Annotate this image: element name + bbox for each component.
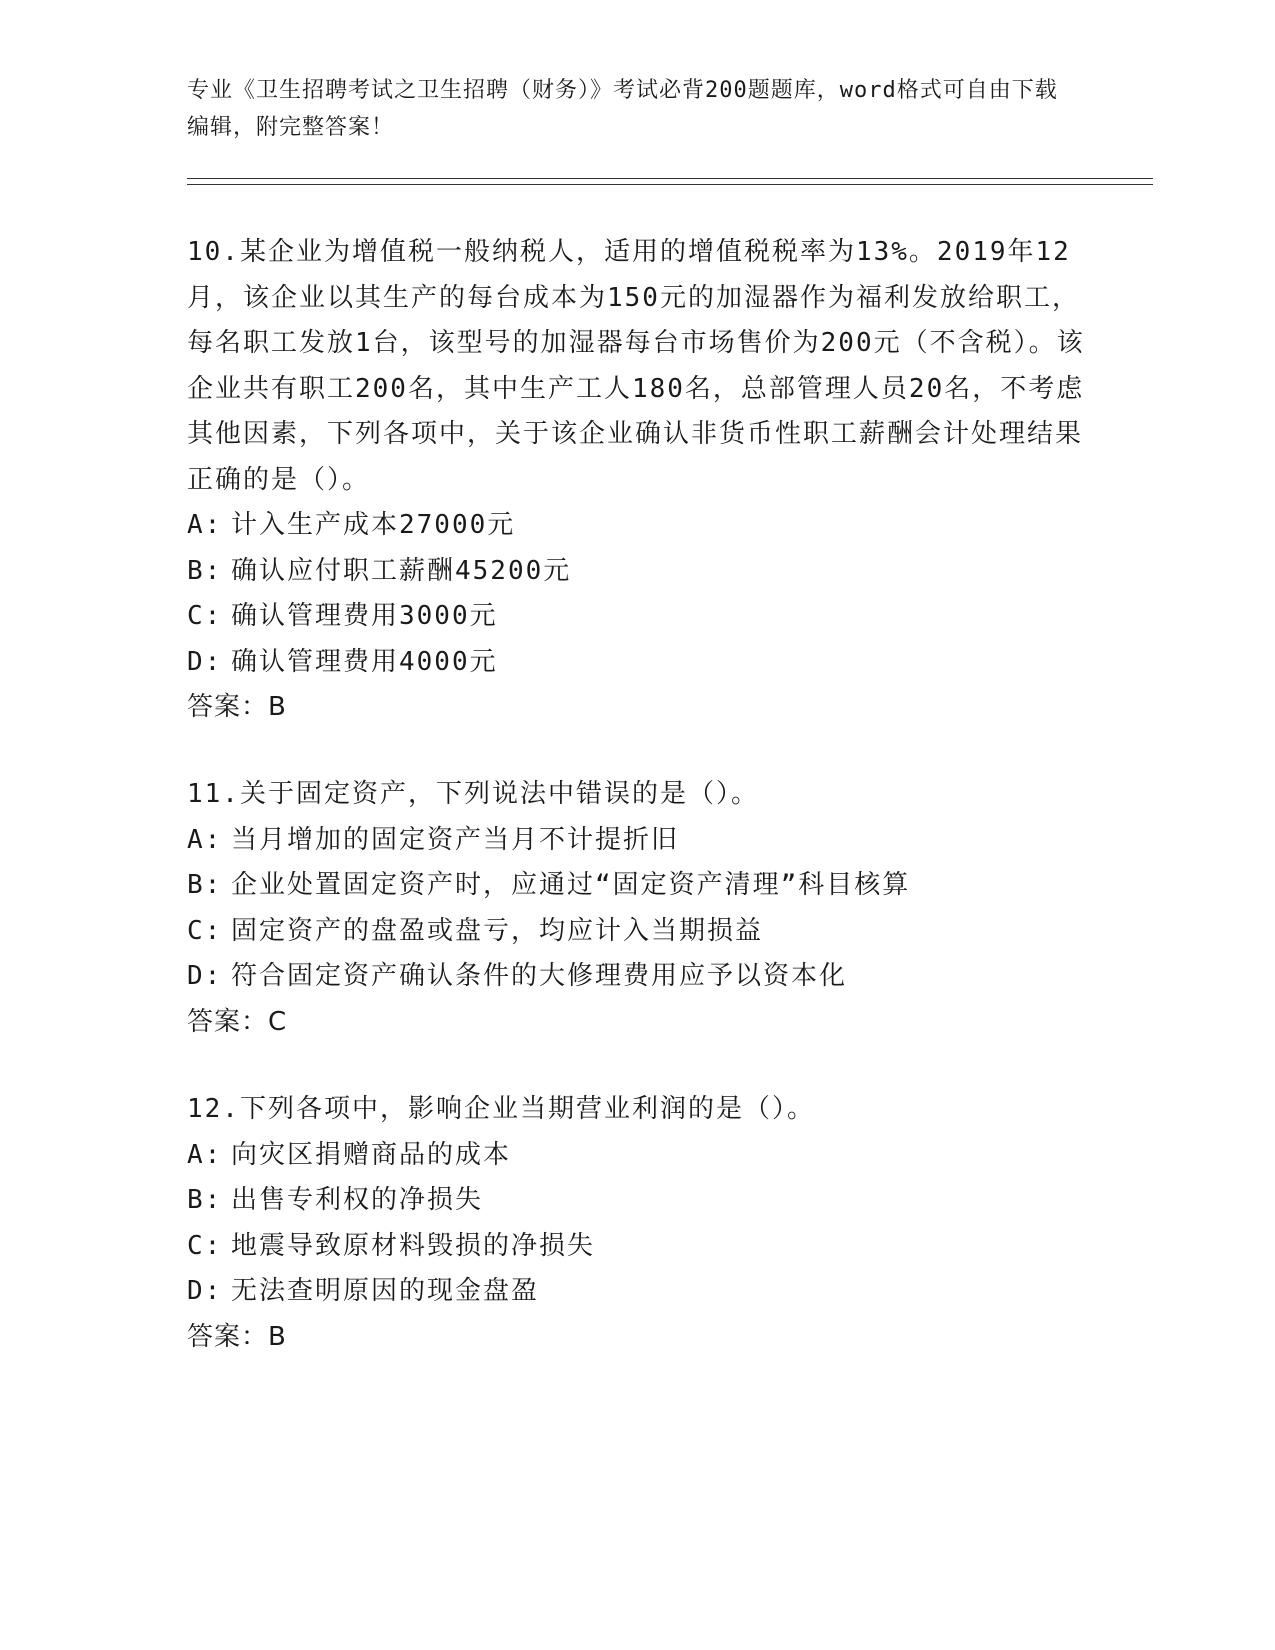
option-text: 固定资产的盘盈或盘亏，均应计入当期损益 <box>231 915 764 946</box>
document-header: 专业《卫生招聘考试之卫生招聘（财务）》考试必背200题题库，word格式可自由下载编辑，附完整答案！ <box>187 78 1058 140</box>
answer: 答案：B <box>187 692 287 722</box>
option-key: D: <box>187 646 223 677</box>
question-stem: 12.下列各项中，影响企业当期营业利润的是（）。 <box>187 1094 815 1124</box>
option-b <box>187 1178 1087 1224</box>
option-text: 地震导致原材料毁损的净损失 <box>231 1230 596 1261</box>
option-b <box>187 863 1087 909</box>
option-key: A: <box>187 510 223 540</box>
option-text: 向灾区捐赠商品的成本 <box>231 1139 512 1170</box>
option-c <box>187 1224 1087 1270</box>
option-b <box>187 549 1087 595</box>
option-a <box>187 1133 1087 1179</box>
option-key: A: <box>187 824 223 855</box>
option-text: 出售专利权的净损失 <box>231 1185 484 1215</box>
option-key: A: <box>187 1139 223 1170</box>
option-a <box>187 503 1087 549</box>
option-key: B: <box>187 1185 223 1215</box>
option-text: 确认管理费用4000元 <box>231 646 498 677</box>
option-text: 符合固定资产确认条件的大修理费用应予以资本化 <box>231 961 848 991</box>
answer: 答案：C <box>187 1006 288 1037</box>
option-key: B: <box>187 555 223 586</box>
option-text: 无法查明原因的现金盘盈 <box>231 1276 540 1306</box>
option-d <box>187 640 1087 686</box>
option-key: C: <box>187 601 223 631</box>
question-11 <box>187 772 1087 1045</box>
option-d <box>187 954 1087 1000</box>
option-key: C: <box>187 1230 223 1261</box>
option-key: B: <box>187 870 223 900</box>
option-key: D: <box>187 1276 223 1306</box>
option-text: 企业处置固定资产时，应通过“固定资产清理”科目核算 <box>231 870 911 900</box>
option-text: 确认应付职工薪酬45200元 <box>231 555 572 586</box>
option-text: 当月增加的固定资产当月不计提折旧 <box>231 824 680 855</box>
answer: 答案：B <box>187 1321 287 1352</box>
question-10 <box>187 230 1087 731</box>
option-key: C: <box>187 915 223 946</box>
option-text: 确认管理费用3000元 <box>231 601 498 631</box>
option-c <box>187 594 1087 640</box>
question-stem: 10.某企业为增值税一般纳税人，适用的增值税税率为13%。2019年12月，该企业以其生产的每台成本为150元的加湿器作为福利发放给职工，每名职工发放1台，该型号的加湿器每台市场售价为200元（不含税）。该企业共有职工200名，其中生产工人180名，总部管理人员20名，不考虑其他因素，下列各项中，关于该企业确认非货币性职工薪酬会计处理结果正确的是（）。 <box>187 237 1085 495</box>
question-12 <box>187 1087 1087 1360</box>
question-stem: 11.关于固定资产，下列说法中错误的是（）。 <box>187 779 759 809</box>
option-key: D: <box>187 961 223 991</box>
header-divider <box>187 178 1153 185</box>
option-c <box>187 909 1087 955</box>
option-a <box>187 818 1087 864</box>
option-d <box>187 1269 1087 1315</box>
option-text: 计入生产成本27000元 <box>231 510 516 540</box>
